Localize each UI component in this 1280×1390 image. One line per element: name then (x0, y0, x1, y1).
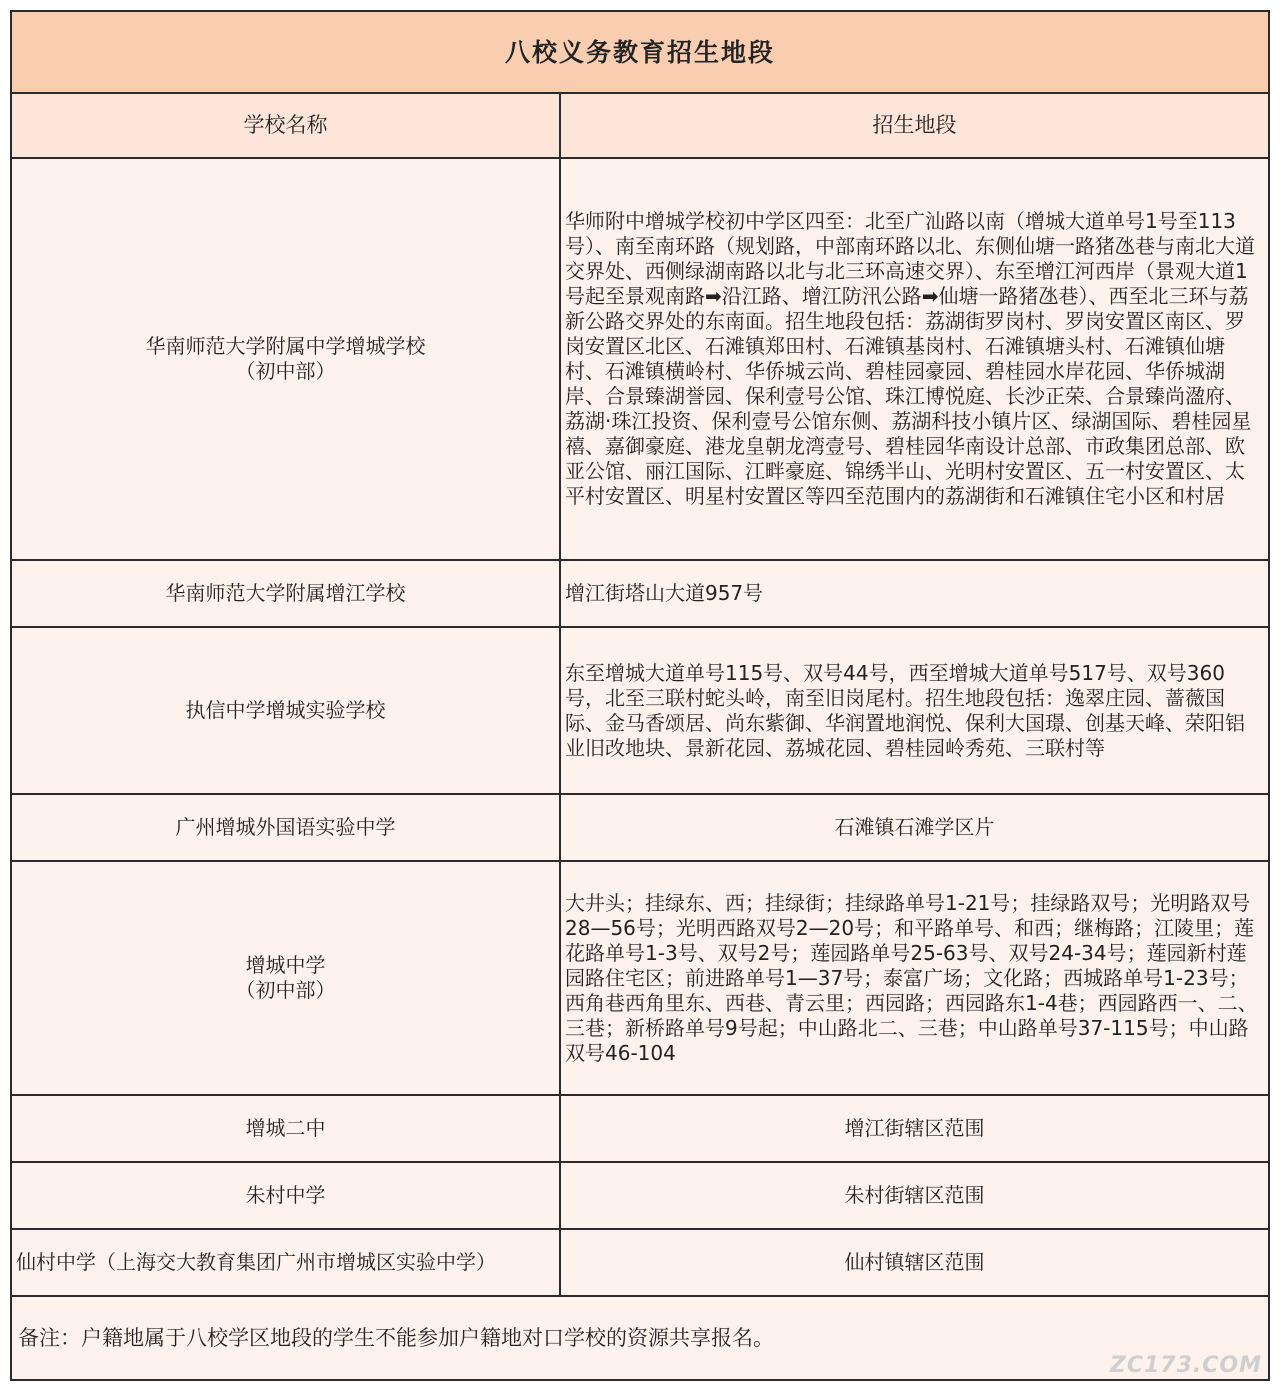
table-row (11, 1162, 1269, 1229)
enrollment-zone: 增江街辖区范围 (560, 1095, 1269, 1162)
enrollment-zone: 朱村街辖区范围 (560, 1162, 1269, 1229)
school-name: 增城中学 (245, 953, 326, 977)
enrollment-table-container (10, 10, 1268, 1381)
note-row (11, 1296, 1269, 1380)
table-row (11, 794, 1269, 861)
enrollment-zone: 仙村镇辖区范围 (560, 1229, 1269, 1296)
enrollment-zone: 大井头；挂绿东、西；挂绿街；挂绿路单号1-21号；挂绿路双号；光明路双号28—56号；光明西路双号2—20号；和平路单号、和西；继梅路；江陵里；莲花路单号1-3号、双号2号；莲园路单号25-63号、双号24-34号；莲园新村莲园路住宅区；前进路单号1—37号；泰富广场；文化路；西城路单号1-23号；西角巷西角里东、西巷、青云里；西园路；西园路东1-4巷；西园路西一、二、三巷；新桥路单号9号起；中山路北二、三巷；中山路单号37-115号；中山路双号46-104 (560, 861, 1269, 1095)
table-row (11, 560, 1269, 627)
enrollment-zone: 东至增城大道单号115号、双号44号，西至增城大道单号517号、双号360号，北至三联村蛇头岭，南至旧岗尾村。招生地段包括：逸翠庄园、蔷薇国际、金马香颂居、尚东紫御、华润置地润悦、保利大国璟、创基天峰、荣阳铝业旧改地块、景新花园、荔城花园、碧桂园岭秀苑、三联村等 (560, 627, 1269, 794)
table-title: 八校义务教育招生地段 (11, 11, 1269, 93)
enrollment-zone: 增江街塔山大道957号 (560, 560, 1269, 627)
enrollment-zone: 华师附中增城学校初中学区四至：北至广汕路以南（增城大道单号1号至113号）、南至南环路（规划路，中部南环路以北、东侧仙塘一路猪氹巷与南北大道交界处、西侧绿湖南路以北与北三环高速交界）、东至增江河西岸（景观大道1号起至景观南路➡沿江路、增江防汛公路➡仙塘一路猪氹巷）、西至北三环与荔新公路交界处的东南面。招生地段包括：荔湖街罗岗村、罗岗安置区南区、罗岗安置区北区、石滩镇郑田村、石滩镇基岗村、石滩镇塘头村、石滩镇仙塘村、石滩镇横岭村、华侨城云尚、碧桂园豪园、碧桂园水岸花园、华侨城湖岸、合景臻湖誉园、保利壹号公馆、珠江博悦庭、长沙正荣、合景臻尚溋府、荔湖·珠江投资、保利壹号公馆东侧、荔湖科技小镇片区、绿湖国际、碧桂园星禧、嘉御豪庭、港龙皇朝龙湾壹号、碧桂园华南设计总部、市政集团总部、欧亚公馆、丽江国际、江畔豪庭、锦绣半山、光明村安置区、五一村安置区、太平村安置区、明星村安置区等四至范围内的荔湖街和石滩镇住宅小区和村居 (560, 158, 1269, 560)
table-row (11, 627, 1269, 794)
school-name-cell (11, 861, 560, 1095)
table-row (11, 1229, 1269, 1296)
header-enrollment-zone: 招生地段 (560, 93, 1269, 158)
school-name-sub: （初中部） (235, 978, 336, 1002)
title-row (11, 11, 1269, 93)
school-name: 执信中学增城实验学校 (11, 627, 560, 794)
site-watermark: ZC173.COM (1109, 1353, 1262, 1378)
table-row (11, 861, 1269, 1095)
school-name: 仙村中学（上海交大教育集团广州市增城区实验中学） (11, 1229, 560, 1296)
school-name-sub: （初中部） (235, 359, 336, 383)
footnote: 备注：户籍地属于八校学区地段的学生不能参加户籍地对口学校的资源共享报名。 (11, 1296, 1269, 1380)
school-name: 华南师范大学附属中学增城学校 (145, 334, 426, 358)
enrollment-zone: 石滩镇石滩学区片 (560, 794, 1269, 861)
header-school-name: 学校名称 (11, 93, 560, 158)
school-name: 朱村中学 (11, 1162, 560, 1229)
table-row (11, 158, 1269, 560)
school-name: 华南师范大学附属增江学校 (11, 560, 560, 627)
school-name-cell (11, 158, 560, 560)
enrollment-table (10, 10, 1270, 1381)
table-row (11, 1095, 1269, 1162)
header-row (11, 93, 1269, 158)
school-name: 增城二中 (11, 1095, 560, 1162)
school-name: 广州增城外国语实验中学 (11, 794, 560, 861)
